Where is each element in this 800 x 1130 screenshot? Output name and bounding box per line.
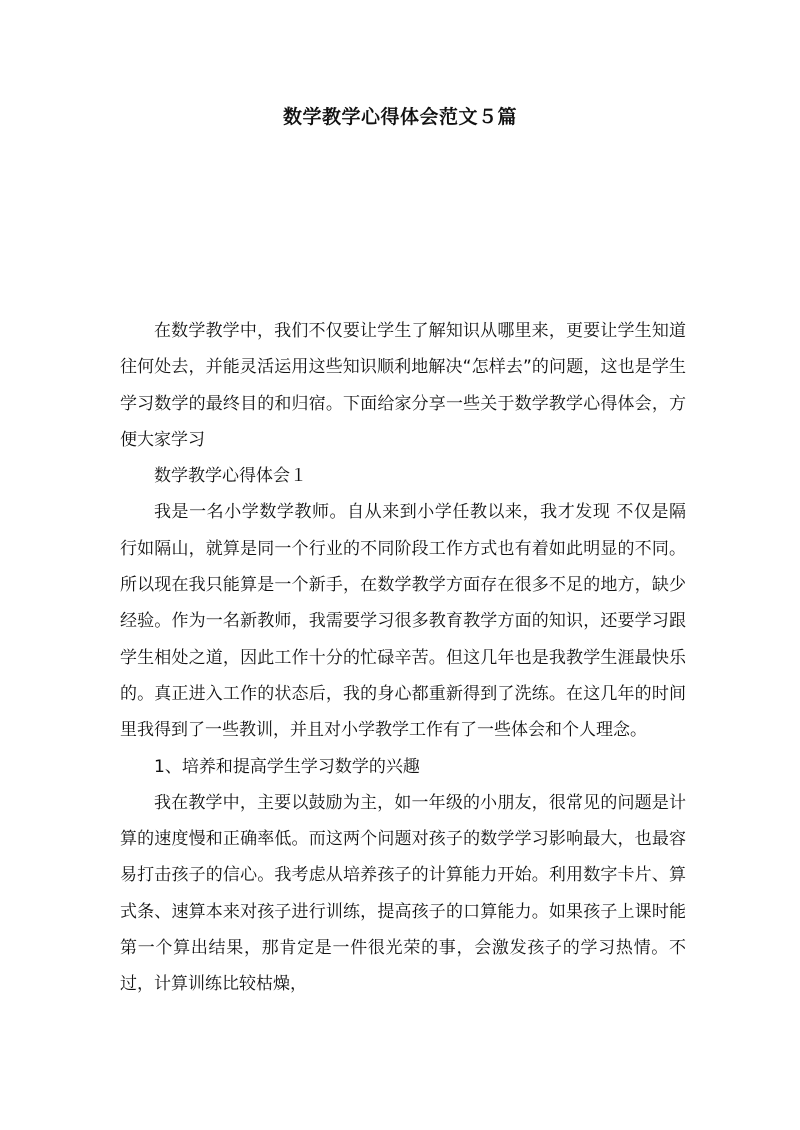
document-body	[120, 313, 686, 1003]
subheading-1: 1、培养和提高学生学习数学的兴趣	[154, 756, 420, 777]
document-title: 数学教学心得体会范文５篇	[282, 106, 517, 128]
body-paragraph-1: 我是一名小学数学教师。自从来到小学任教以来，我才发现 不仅是隔行如隔山，就算是同一个行业的不同阶段工作方式也有着如此明显的不同。所以现在我只能算是一个新手，在数学教学方面存在很多不足的地方，缺少经验。作为一名新教师，我需要学习很多教育教学方面的知识，还要学习跟学生相处之道，因此工作十分的忙碌辛苦。但这几年也是我教学生涯最快乐的。真正进入工作的状态后，我的身心都重新得到了洗练。在这几年的时间里我得到了一些教训，并且对小学教学工作有了一些体会和个人理念。	[120, 502, 686, 741]
body-paragraph-2: 我在教学中，主要以鼓励为主，如一年级的小朋友，很常见的问题是计算的速度慢和正确率低。而这两个问题对孩子的数学学习影响最大，也最容易打击孩子的信心。我考虑从培养孩子的计算能力开始。利用数字卡片、算式条、速算本来对孩子进行训练，提高孩子的口算能力。如果孩子上课时能第一个算出结果，那肯定是一件很光荣的事，会激发孩子的学习热情。不过，计算训练比较枯燥，	[120, 792, 686, 995]
intro-paragraph: 在数学教学中，我们不仅要让学生了解知识从哪里来，更要让学生知道往何处去，并能灵活运用这些知识顺利地解决“怎样去”的问题，这也是学生学习数学的最终目的和归宿。下面给家分享一些关于数学教学心得体会，方便大家学习	[120, 321, 686, 450]
section-heading-1: 数学教学心得体会１	[154, 466, 307, 487]
